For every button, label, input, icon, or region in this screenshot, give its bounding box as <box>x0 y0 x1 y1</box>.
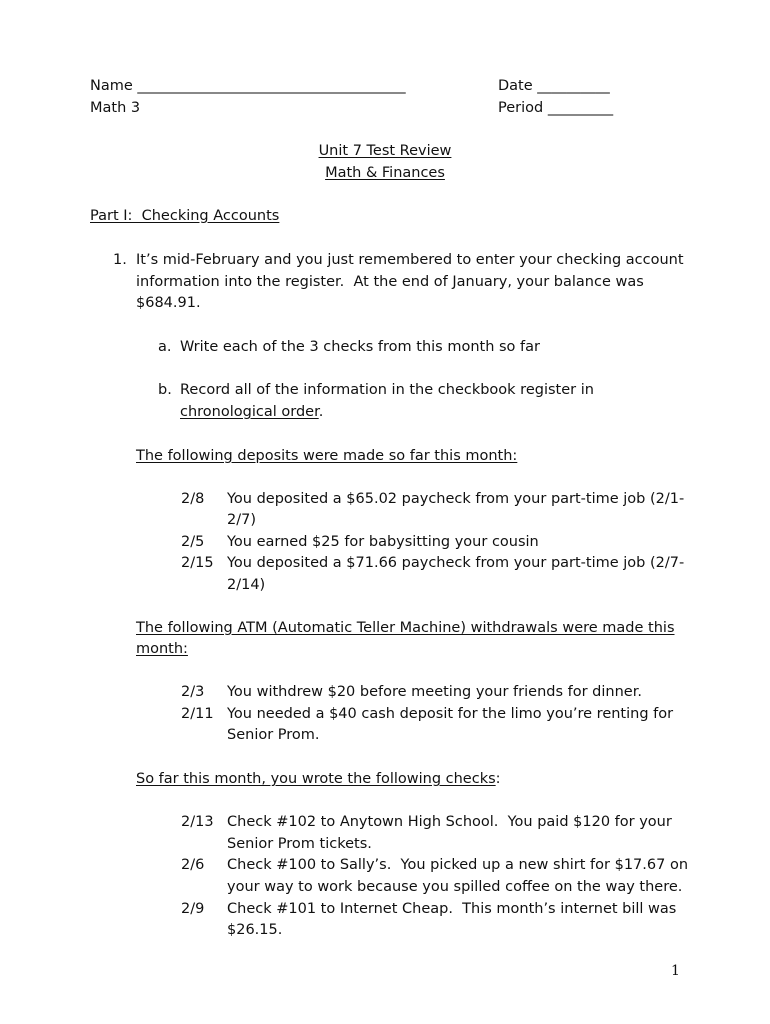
sub-b-period: . <box>318 404 324 420</box>
name-line <box>90 75 406 97</box>
checks-heading-colon: : <box>495 771 501 787</box>
sub-a-label: a. <box>158 339 172 355</box>
part-heading-line <box>90 205 279 227</box>
entry-text: You deposited a $65.02 paycheck from your part-time job (2/1- <box>227 491 685 507</box>
date-blank: __________ <box>537 78 610 94</box>
entry-date: 2/6 <box>181 857 205 873</box>
deposit-entry <box>181 552 685 574</box>
question-line-3: $684.91. <box>136 295 201 311</box>
class-label: Math 3 <box>90 100 141 116</box>
deposits-heading-line <box>136 445 517 467</box>
chronological-order-text: chronological order <box>180 404 319 420</box>
period-label: Period <box>498 100 544 116</box>
period-blank: _________ <box>547 100 614 116</box>
check-entry <box>181 811 681 833</box>
entry-text-cont: 2/14) <box>227 577 266 593</box>
sub-question-a <box>158 336 658 358</box>
atm-entry <box>181 703 681 725</box>
deposit-entry <box>181 488 685 510</box>
date-line <box>498 75 610 97</box>
name-label: Name <box>90 78 133 94</box>
entry-text: You earned $25 for babysitting your cousin <box>227 534 539 550</box>
date-label: Date <box>498 78 533 94</box>
entry-text: You deposited a $71.66 paycheck from your part-time job (2/7- <box>227 555 685 571</box>
deposit-entry <box>181 531 681 553</box>
page-subtitle: Math & Finances <box>325 165 445 181</box>
checks-heading: So far this month, you wrote the following checks <box>136 771 496 787</box>
sub-b-line-2 <box>180 401 323 423</box>
entry-date: 2/9 <box>181 901 205 917</box>
check-entry <box>181 898 681 920</box>
sub-question-b <box>158 379 658 401</box>
entry-text-cont: 2/7) <box>227 512 256 528</box>
entry-text: You withdrew $20 before meeting your friends for dinner. <box>227 684 642 700</box>
atm-entry <box>181 681 681 703</box>
sub-a-text: Write each of the 3 checks from this month so far <box>180 339 540 355</box>
entry-date: 2/5 <box>181 534 205 550</box>
sub-b-line-1: Record all of the information in the checkbook register in <box>180 382 594 398</box>
deposits-heading: The following deposits were made so far this month: <box>136 448 518 464</box>
atm-heading-cont: month: <box>136 641 188 657</box>
entry-text: Check #101 to Internet Cheap. This month’s internet bill was <box>227 901 677 917</box>
entry-date: 2/11 <box>181 706 214 722</box>
entry-date: 2/3 <box>181 684 205 700</box>
question-line-2: information into the register. At the end of January, your balance was <box>136 274 644 290</box>
checks-heading-line <box>136 768 501 790</box>
title-block <box>0 140 770 162</box>
page-number: 1 <box>671 963 680 979</box>
entry-text-cont: $26.15. <box>227 922 283 938</box>
check-entry <box>181 854 689 876</box>
atm-heading: The following ATM (Automatic Teller Machine) withdrawals were made this <box>136 620 675 636</box>
entry-date: 2/15 <box>181 555 214 571</box>
atm-heading-line-1 <box>136 617 675 639</box>
entry-text: Check #102 to Anytown High School. You paid $120 for your <box>227 814 672 830</box>
question-number: 1. <box>113 252 127 268</box>
subtitle-block <box>0 162 770 184</box>
entry-text-cont: Senior Prom tickets. <box>227 836 372 852</box>
sub-b-label: b. <box>158 382 172 398</box>
name-blank: _____________________________________ <box>137 78 406 94</box>
part-heading: Part I: Checking Accounts <box>90 208 280 224</box>
period-line <box>498 97 613 119</box>
entry-text-cont: Senior Prom. <box>227 727 320 743</box>
page-title: Unit 7 Test Review <box>318 143 452 159</box>
entry-text: Check #100 to Sally’s. You picked up a new shirt for $17.67 on <box>227 857 689 873</box>
atm-heading-line-2 <box>136 638 188 660</box>
entry-date: 2/13 <box>181 814 214 830</box>
entry-date: 2/8 <box>181 491 205 507</box>
question-line-1: It’s mid-February and you just remembered to enter your checking account <box>136 252 684 268</box>
entry-text-cont: your way to work because you spilled coffee on the way there. <box>227 879 683 895</box>
entry-text: You needed a $40 cash deposit for the limo you’re renting for <box>227 706 674 722</box>
